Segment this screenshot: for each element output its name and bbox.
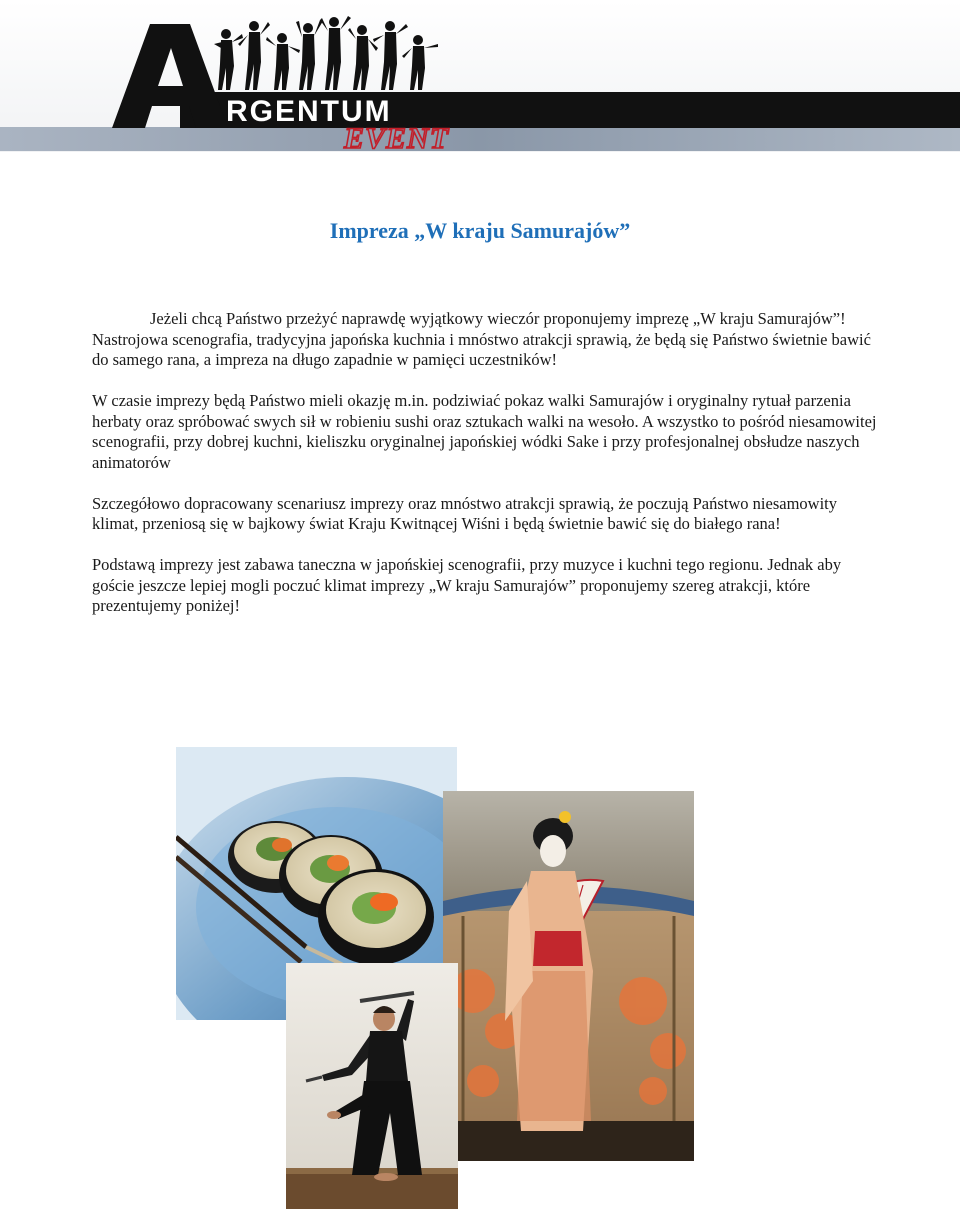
samurai-photo bbox=[286, 963, 458, 1209]
article-body bbox=[92, 309, 882, 637]
paragraph-attractions: W czasie imprezy będą Państwo mieli okazję m.in. podziwiać pokaz walki Samurajów i oryginalny rytuał parzenia herbaty oraz spróbować swych sił w robieniu sushi oraz sztukach walki na wesoło. A wszystko to pośród niesamowitej scenografii, przy dobrej kuchni, kieliszku oryginalnej japońskiej wódki Sake i przy profesjonalnej obsłudze naszych animatorów bbox=[92, 391, 877, 472]
header-banner bbox=[0, 0, 960, 152]
header-gray-bar bbox=[0, 127, 960, 151]
sushi-photo bbox=[176, 747, 457, 1020]
geisha-photo bbox=[443, 791, 694, 1161]
logo-sub: EVENT bbox=[344, 122, 450, 152]
paragraph-scenario: Szczegółowo dopracowany scenariusz imprezy oraz mnóstwo atrakcji sprawią, że poczują Państwo niesamowity klimat, przeniosą się w bajkowy świat Kraju Kwitnącej Wiśni i będą świetnie bawić się do białego rana! bbox=[92, 493, 837, 533]
page-title: Impreza „W kraju Samurajów” bbox=[329, 218, 631, 243]
paragraph-dance: Podstawą imprezy jest zabawa taneczna w japońskiej scenografii, przy muzyce i kuchni tego regionu. Jednak aby goście jeszcze lepiej mogli poczuć klimat imprezy „W kraju Samurajów” proponujemy szereg atrakcji, które prezentujemy poniżej! bbox=[92, 555, 842, 615]
paragraph-intro: Jeżeli chcą Państwo przeżyć naprawdę wyjątkowy wieczór proponujemy imprezę „W kraju Samurajów”! Nastrojowa scenografia, tradycyjna japońska kuchnia i mnóstwo atrakcji sprawią, że będą się Państwo świetnie bawić do samego rana, a impreza na długo zapadnie w pamięci uczestników! bbox=[92, 309, 871, 369]
logo-word: RGENTUM bbox=[226, 95, 392, 128]
argentum-event-logo bbox=[0, 0, 960, 152]
